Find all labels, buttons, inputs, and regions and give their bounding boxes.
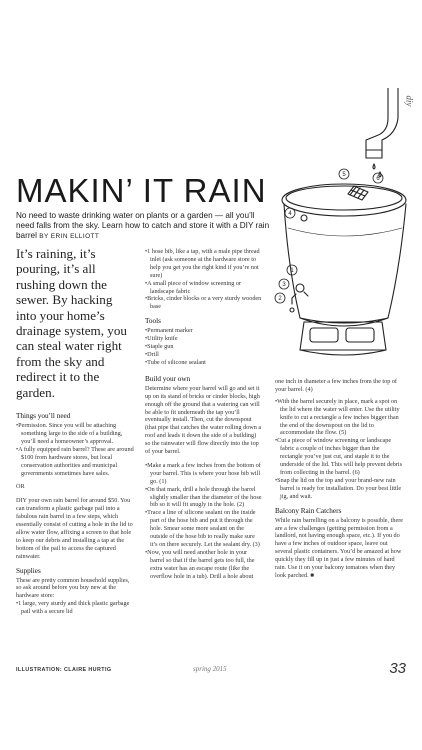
build-paragraph: Determine where your barrel will go and set it up on its stand of bricks or cinder blocks, high enough off the ground that a watering can will be able to fit underneath the tap you’ll eventually install. Then, cut the downspout (that pipe that catches the water rolling down a roof and leads it down the side of a building) so the rainwater will flow directly into the top of your barrel. (145, 384, 262, 456)
list-item: • Utility knife (145, 335, 263, 343)
deck-text: No need to waste drinking water on plants or a garden — all you’ll need falls from the sky. Learn how to catch and store it with a DIY rain barrel (16, 211, 270, 240)
callout-label: 1 (290, 268, 294, 274)
lid-screen (348, 186, 368, 200)
list-item: • Trace a line of silicone sealant on the inside part of the hose bib and put it through the hole. Smear some more sealant on the outside of the hose bib to really make sure it’s on there securely. Let the sealant dry. (3) (145, 509, 263, 549)
column-3 (275, 378, 403, 586)
callout-label: 6 (376, 176, 380, 182)
supplies-intro: These are pretty common household supplies, so ask around before you buy new at the hardware store: (16, 576, 130, 600)
list-item: • Snap the lid on the top and your brand-new rain barrel is ready for installation. Do your best little jig, and wait. (275, 477, 403, 501)
issue-date: spring 2015 (193, 665, 227, 673)
rain-drop (373, 164, 375, 169)
diy-paragraph: DIY your own rain barrel for around $50. You can transform a plastic garbage pail into a fabulous rain barrel in a few steps, which essentially consist of cutting a hole in the lid to allow water flow, affixing a screen to that hole to keep our debris and installing a tap at the bottom of the pail to access the captured rainwater. (16, 497, 133, 560)
callout-label: 3 (282, 282, 286, 288)
byline: BY ERIN ELLIOTT (39, 233, 100, 240)
list-item: • Bricks, cinder blocks or a very sturdy wooden base (145, 295, 263, 311)
list-item: • Drill (145, 351, 263, 359)
column-1 (16, 246, 134, 622)
or-separator: OR (16, 483, 25, 491)
rain-barrel-illustration (270, 88, 418, 388)
list-item: • A small piece of window screening or landscape fabric (145, 280, 263, 296)
build-heading: Build your own (145, 374, 191, 383)
tools-heading: Tools (145, 317, 161, 326)
balcony-heading: Balcony Rain Catchers (275, 506, 342, 515)
block-stand (300, 322, 386, 355)
callout-label: 4 (288, 211, 292, 217)
page-number: 33 (389, 660, 406, 677)
list-item: • Make a mark a few inches from the bottom of your barrel. This is where your hose bib will go. (1) (145, 462, 263, 486)
supplies-heading: Supplies (16, 566, 41, 575)
list-item: • Cut a piece of window screening or landscape fabric a couple of inches bigger than the rectangle you’ve just cut, and staple it to the underside of the lid. This will help prevent debris from collecting in the barrel. (6) (275, 437, 403, 477)
things-list (16, 422, 134, 477)
barrel-lid (282, 184, 406, 216)
step-continuation: one inch in diameter a few inches from the top of your barrel. (4) (275, 378, 397, 393)
list-item: • Permanent marker (145, 327, 263, 335)
list-item: • 1 large, very sturdy and thick plastic garbage pail with a secure lid (16, 600, 134, 616)
build-steps (145, 462, 263, 581)
things-heading: Things you’ll need (16, 412, 71, 421)
tools-list (145, 327, 263, 367)
supplies-list (16, 600, 134, 616)
article-deck (16, 211, 270, 242)
callout-label: 5 (342, 172, 346, 178)
supplies-list-continued (145, 248, 263, 311)
hose-bib (290, 284, 308, 312)
callout-label: 2 (278, 296, 282, 302)
build-steps-continued (275, 398, 403, 501)
lead-paragraph: It’s raining, it’s pouring, it’s all rushing down the sewer. By hacking into your home’s drainage system, you can steal water right from the sky and redirect it to the garden. (16, 246, 127, 400)
section-tag: diy (404, 95, 415, 107)
column-2 (145, 248, 263, 587)
illustration-credit: ILLUSTRATION: CLAIRE HURTIG (16, 667, 112, 673)
overflow-hole (301, 215, 307, 221)
downspout (366, 88, 398, 150)
list-item: • Now, you will need another hole in your barrel so that if the barrel gets too full, the extra water has an escape route (like the overflow hole in a tub). Drill a hole about (145, 549, 263, 581)
list-item: • Tube of silicone sealant (145, 359, 263, 367)
barrel-body (284, 204, 406, 326)
list-item: • A fully equipped rain barrel? These are around $100 from hardware stores, but local conservation authorities and municipal governments sometimes have sales. (16, 446, 134, 478)
list-item: • 1 hose bib, like a tap, with a male pipe thread inlet (ask someone at the hardware store to help you get you the right kind if you’re not sure) (145, 248, 263, 280)
list-item: • Permission. Since you will be attaching something large to the side of a building, you’ll need a homeowner’s approval. (16, 422, 134, 446)
list-item: • Staple gun (145, 343, 263, 351)
balcony-paragraph: While rain barrelling on a balcony is possible, there are a few challenges (getting permission from a landlord, not having enough space, etc.). If you do have a few inches of outdoor space, leave out several plastic containers. You’d be amazed at how quickly they fill up in just a few minutes of hard rain. Use it on your balcony tomatoes when they look parched. ■ (275, 516, 404, 579)
list-item: • With the barrel securely in place, mark a spot on the lid where the water will enter. Use the utility knife to cut a rectangle a few inches bigger than the end of the downspout on the lid to accommodate the flow. (5) (275, 398, 403, 438)
list-item: • On that mark, drill a hole through the barrel slightly smaller than the diameter of the hose bib so it will fit snugly in the hole. (2) (145, 486, 263, 510)
article-title: MAKIN’ IT RAIN (16, 172, 267, 209)
